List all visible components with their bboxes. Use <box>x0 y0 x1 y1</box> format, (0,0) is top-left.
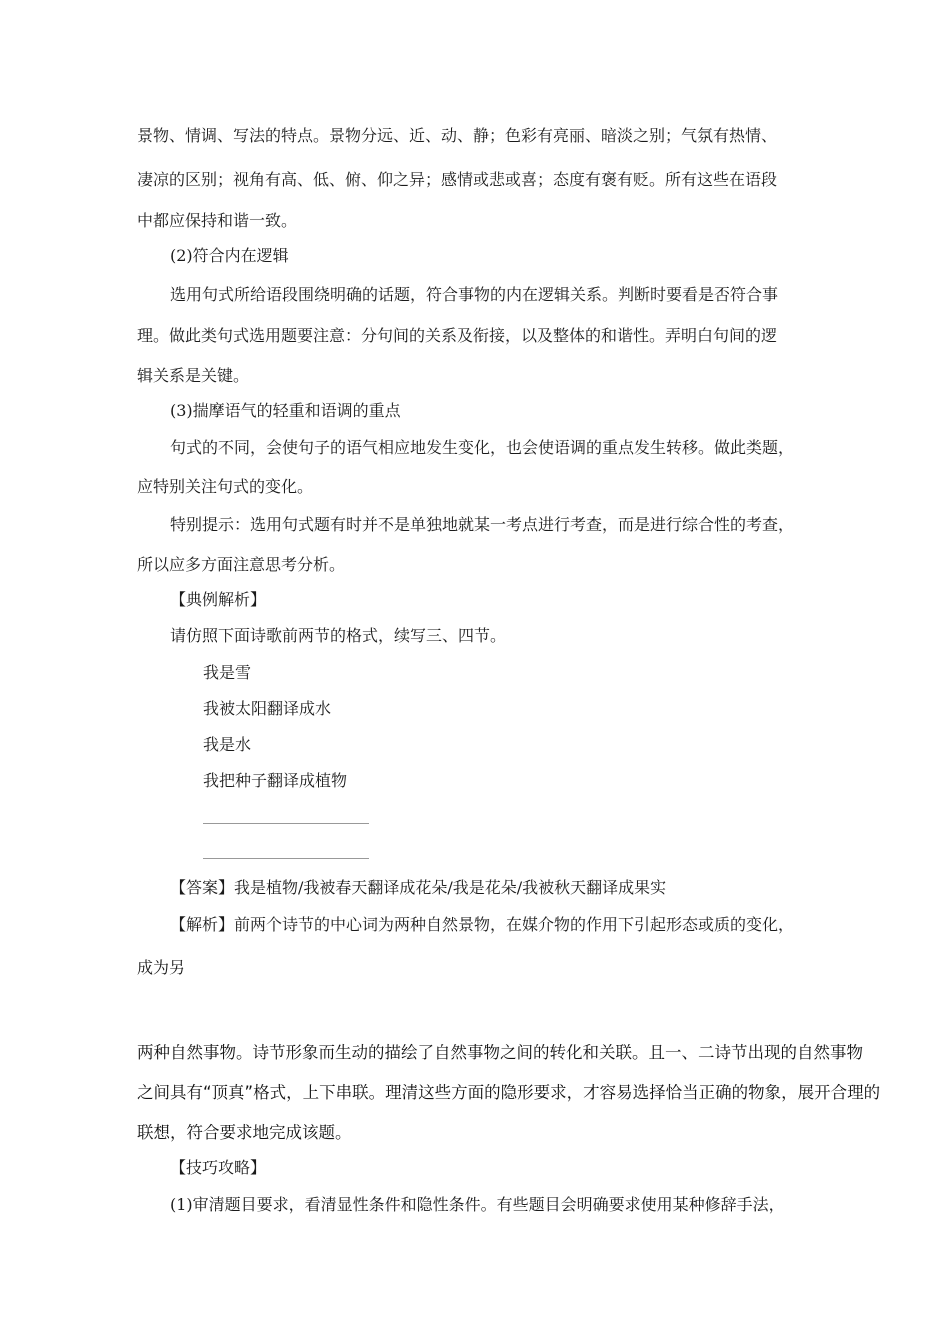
analysis-text: 【解析】前两个诗节的中心词为两种自然景物，在媒介物的作用下引起形态或质的变化， <box>170 915 795 934</box>
paragraph-line: 中都应保持和谐一致。 <box>137 211 298 230</box>
section-heading: (2)符合内在逻辑 <box>170 246 289 265</box>
paragraph-line: 特别提示：选用句式题有时并不是单独地就某一考点进行考查，而是进行综合性的考查， <box>170 515 795 534</box>
paragraph-line: 所以应多方面注意思考分析。 <box>137 555 346 574</box>
answer-blank-line <box>203 858 369 859</box>
answer-blank-line <box>203 823 369 824</box>
poem-line: 我被太阳翻译成水 <box>203 699 332 718</box>
question-text: 请仿照下面诗歌前两节的格式，续写三、四节。 <box>170 626 507 645</box>
section-heading: (3)揣摩语气的轻重和语调的重点 <box>170 401 401 420</box>
paragraph-line: 句式的不同，会使句子的语气相应地发生变化，也会使语调的重点发生转移。做此类题， <box>170 438 795 457</box>
poem-line: 我把种子翻译成植物 <box>203 771 348 790</box>
poem-line: 我是雪 <box>203 663 252 682</box>
poem-line: 我是水 <box>203 735 252 754</box>
paragraph-line: 辑关系是关键。 <box>137 366 250 385</box>
paragraph-line: 两种自然事物。诗节形象而生动的描绘了自然事物之间的转化和关联。且一、二诗节出现的自然事物 <box>137 1043 863 1062</box>
paragraph-line: 景物、情调、写法的特点。景物分远、近、动、静；色彩有亮丽、暗淡之别；气氛有热情、 <box>137 126 778 145</box>
paragraph-line: (1)审清题目要求，看清显性条件和隐性条件。有些题目会明确要求使用某种修辞手法， <box>170 1195 785 1214</box>
paragraph-line: 选用句式所给语段围绕明确的话题，符合事物的内在逻辑关系。判断时要看是否符合事 <box>170 285 779 304</box>
skill-heading: 【技巧攻略】 <box>170 1158 267 1177</box>
answer-text: 【答案】我是植物/我被春天翻译成花朵/我是花朵/我被秋天翻译成果实 <box>170 878 667 897</box>
paragraph-line: 理。做此类句式选用题要注意：分句间的关系及衔接，以及整体的和谐性。弄明白句间的逻 <box>137 326 778 345</box>
paragraph-line: 凄凉的区别；视角有高、低、俯、仰之异；感情或悲或喜；态度有褒有贬。所有这些在语段 <box>137 170 778 189</box>
paragraph-line: 之间具有“顶真”格式，上下串联。理清这些方面的隐形要求，才容易选择恰当正确的物象，展开合理的 <box>137 1083 881 1102</box>
analysis-text: 成为另 <box>137 958 186 977</box>
example-heading: 【典例解析】 <box>170 590 267 609</box>
paragraph-line: 联想，符合要求地完成该题。 <box>137 1123 352 1142</box>
paragraph-line: 应特别关注句式的变化。 <box>137 477 314 496</box>
